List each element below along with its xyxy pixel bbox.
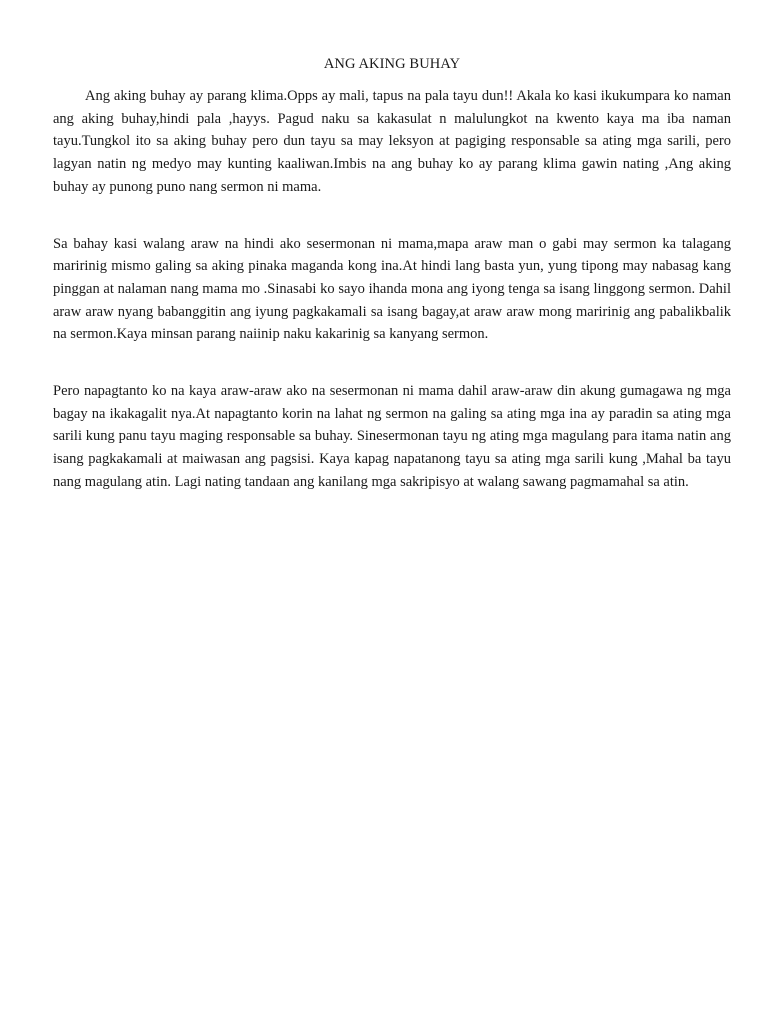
paragraph-spacer [53,346,731,380]
paragraph-1: Ang aking buhay ay parang klima.Opps ay mali, tapus na pala tayu dun!! Akala ko kasi ikukumpara ko naman ang aking buhay,hindi pala ,hayys. Pagud naku sa kakasulat n malulungkot na kwento kaya ma iba naman tayu.Tungkol ito sa aking buhay pero dun tayu sa may leksyon at pagiging responsable sa ating mga sarili, pero lagyan natin ng medyo may kunting kaaliwan.Imbis na ang buhay ko ay parang klima gawin nating ,Ang aking buhay ay punong puno nang sermon ni mama. [53,88,731,195]
paragraph-3: Pero napagtanto ko na kaya araw-araw ako na sesermonan ni mama dahil araw-araw din akung gumagawa ng mga bagay na ikakagalit nya.At napagtanto korin na lahat ng sermon na galing sa ating mga ina ay paradin sa ating mga sarili kung panu tayu maging responsable sa buhay. Sinesermonan tayu ng ating mga magulang para itama natin ang isang pagkakamali at maiwasan ang pagsisi. Kaya kapag napatanong tayu sa ating mga sarili kung ,Mahal ba tayu nang magulang atin. Lagi nating tandaan ang kanilang mga sakripisyo at walang sawang pagmamahal sa atin. [53,383,731,490]
paragraph-2: Sa bahay kasi walang araw na hindi ako sesermonan ni mama,mapa araw man o gabi may sermon ka talagang maririnig mismo galing sa aking pinaka maganda kong ina.At hindi lang basta yun, yung tipong may nabasag kang pinggan at nalaman nang mama mo .Sinasabi ko sayo ihanda mona ang iyong tenga sa isang linggong sermon. Dahil araw araw nyang babanggitin ang iyung pagkakamali sa isang bagay,at araw araw mong maririnig ang pabalikbalik na sermon.Kaya minsan parang naiinip naku kakarinig sa kanyang sermon. [53,235,731,343]
paragraph-spacer [53,199,731,233]
document-page [53,54,731,494]
document-title: ANG AKING BUHAY [323,56,461,72]
